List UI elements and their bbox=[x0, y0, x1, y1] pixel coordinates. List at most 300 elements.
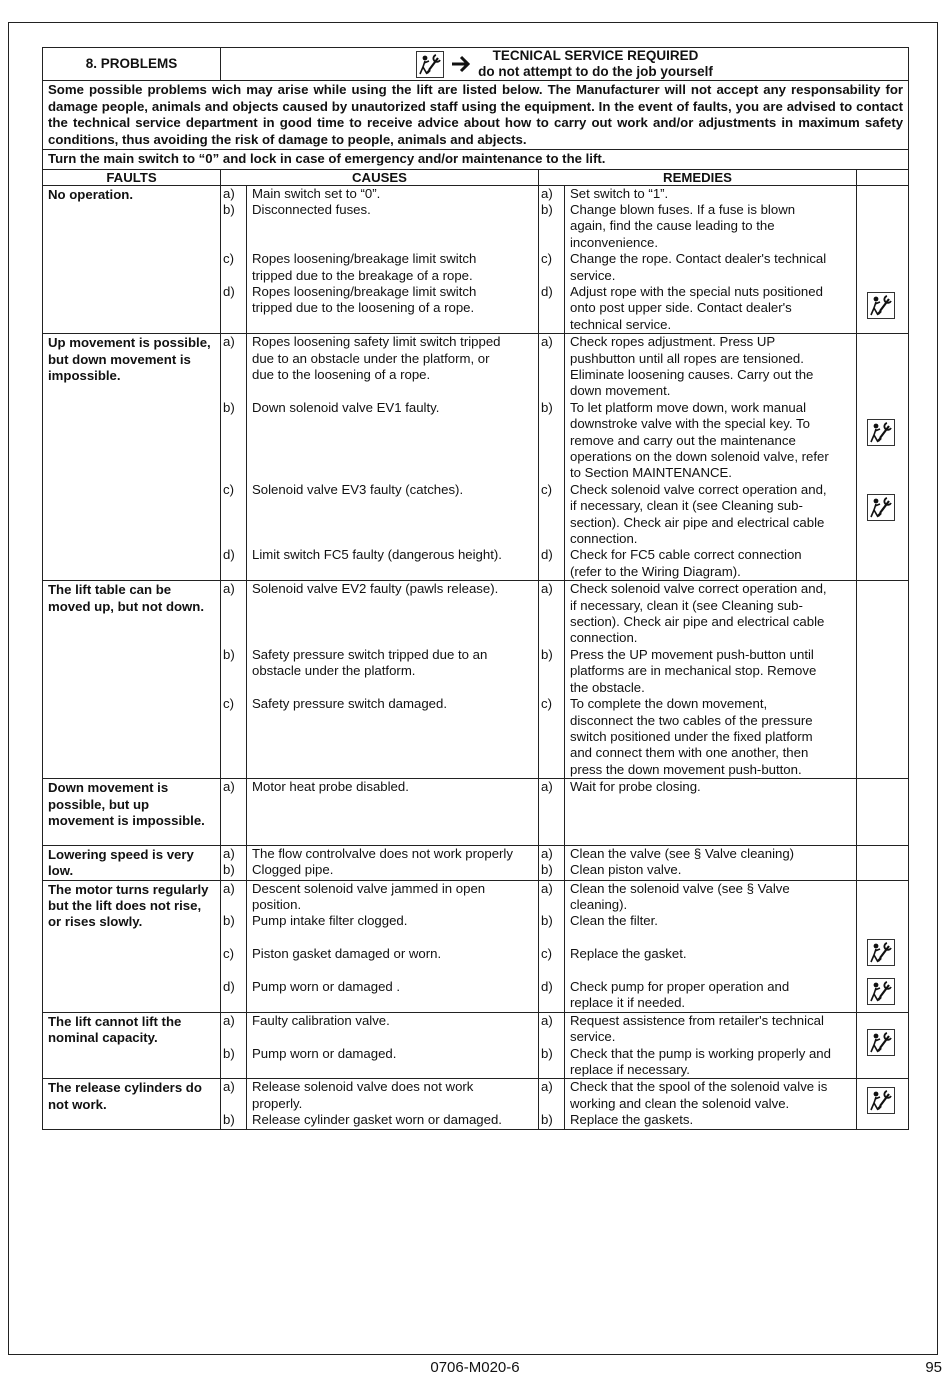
fault-row bbox=[43, 334, 909, 581]
cause-text-line: Faulty calibration valve. bbox=[252, 1012, 390, 1028]
cause-letters-line bbox=[223, 367, 244, 383]
cause-text-line bbox=[252, 680, 536, 696]
technician-wrench-icon bbox=[867, 978, 895, 1005]
remedy-letters-line bbox=[541, 930, 562, 946]
cause-letters-line bbox=[223, 614, 244, 630]
fault-row bbox=[43, 845, 909, 880]
fault-label: Down movement is possible, but up movement is impossible. bbox=[43, 779, 221, 846]
cause-text-line: tripped due to the loosening of a rope. bbox=[252, 300, 475, 316]
remedy-letters-line: a) bbox=[541, 779, 553, 795]
cause-text-line: Safety pressure switch tripped due to an bbox=[252, 646, 488, 662]
remedy-text-line: Eliminate loosening causes. Carry out the bbox=[570, 366, 814, 382]
remedy-text-line: Replace the gaskets. bbox=[570, 1112, 694, 1128]
cause-text bbox=[247, 1079, 539, 1129]
remedy-letters-line bbox=[541, 963, 562, 979]
remedy-text-line: the obstacle. bbox=[570, 679, 645, 695]
remedy-text-line: Check solenoid valve correct operation and, bbox=[570, 481, 827, 497]
remedy-letters-line: a) bbox=[541, 581, 553, 597]
remedy-text-line: again, find the cause leading to the bbox=[570, 218, 775, 234]
problems-table bbox=[42, 47, 909, 1130]
cause-text-line: position. bbox=[252, 896, 302, 912]
cause-text-line bbox=[252, 383, 536, 399]
cause-letters-line: b) bbox=[223, 646, 235, 662]
service-icon-cell bbox=[857, 845, 909, 880]
cause-letters-line: a) bbox=[223, 1012, 235, 1028]
remedy-letters-line bbox=[541, 828, 562, 844]
cause-text-line bbox=[252, 614, 536, 630]
cause-text bbox=[247, 334, 539, 581]
cause-letters-line bbox=[223, 828, 244, 844]
remedy-text-line: technical service. bbox=[570, 316, 672, 332]
remedy-text-line: if necessary, clean it (see Cleaning sub- bbox=[570, 498, 803, 514]
remedy-text bbox=[565, 880, 857, 1012]
remedy-text-line: section). Check air pipe and electrical cable bbox=[570, 614, 825, 630]
remedy-letters-line bbox=[541, 762, 562, 778]
technician-wrench-icon bbox=[867, 939, 895, 966]
remedy-letters-line bbox=[541, 630, 562, 646]
cause-letters-line bbox=[223, 351, 244, 367]
remedy-text-line: Set switch to “1”. bbox=[570, 185, 669, 201]
technician-wrench-icon bbox=[416, 51, 444, 78]
remedy-letters bbox=[539, 334, 565, 581]
remedy-text-line bbox=[570, 796, 854, 812]
column-header-faults: FAULTS bbox=[43, 169, 221, 185]
remedy-text-line: Check solenoid valve correct operation and, bbox=[570, 581, 827, 597]
cause-text-line bbox=[252, 598, 536, 614]
remedy-text bbox=[565, 1012, 857, 1079]
cause-text-line: Limit switch FC5 faulty (dangerous height). bbox=[252, 547, 502, 563]
cause-letters-line bbox=[223, 995, 244, 1011]
remedy-text bbox=[565, 845, 857, 880]
fault-label: Lowering speed is very low. bbox=[43, 845, 221, 880]
cause-letters-line bbox=[223, 433, 244, 449]
remedy-letters-line: b) bbox=[541, 1045, 553, 1061]
fault-label: The release cylinders do not work. bbox=[43, 1079, 221, 1129]
cause-text-line bbox=[252, 465, 536, 481]
remedy-letters-line bbox=[541, 498, 562, 514]
page-number: 95 bbox=[925, 1359, 942, 1376]
remedy-letters-line bbox=[541, 383, 562, 399]
service-icon-cell bbox=[857, 880, 909, 1012]
cause-letters-line bbox=[223, 712, 244, 728]
cause-letters-line bbox=[223, 1096, 244, 1112]
cause-letters-line bbox=[223, 465, 244, 481]
cause-letters-line bbox=[223, 383, 244, 399]
remedy-text-line: inconvenience. bbox=[570, 234, 658, 250]
remedy-letters-line bbox=[541, 1029, 562, 1045]
cause-text-line: properly. bbox=[252, 1095, 303, 1111]
remedy-text bbox=[565, 185, 857, 334]
cause-letters-line: a) bbox=[223, 185, 235, 201]
remedy-letters-line: c) bbox=[541, 946, 552, 962]
service-icon-cell bbox=[857, 1012, 909, 1079]
fault-label: The motor turns regularly but the lift does not rise, or rises slowly. bbox=[43, 880, 221, 1012]
remedy-letters-line: b) bbox=[541, 399, 553, 415]
remedy-letters-line bbox=[541, 564, 562, 580]
cause-letters-line: b) bbox=[223, 1112, 235, 1128]
remedy-text-line: connection. bbox=[570, 630, 638, 646]
cause-text-line bbox=[252, 564, 536, 580]
remedy-text-line: down movement. bbox=[570, 383, 671, 399]
remedy-letters-line bbox=[541, 614, 562, 630]
cause-letters-line bbox=[223, 531, 244, 547]
section-title: 8. PROBLEMS bbox=[43, 48, 221, 81]
remedy-text-line: press the down movement push-button. bbox=[570, 761, 802, 777]
remedy-letters bbox=[539, 845, 565, 880]
cause-letters-line bbox=[223, 796, 244, 812]
fault-label: The lift cannot lift the nominal capacity. bbox=[43, 1012, 221, 1079]
service-required-header bbox=[221, 48, 909, 81]
column-header-icons bbox=[857, 169, 909, 185]
cause-letters-line: b) bbox=[223, 862, 235, 878]
technician-wrench-icon bbox=[867, 1087, 895, 1114]
arrow-right-icon bbox=[450, 54, 472, 74]
cause-letters-line: a) bbox=[223, 779, 235, 795]
cause-text-line bbox=[252, 515, 536, 531]
cause-text-line: Pump worn or damaged. bbox=[252, 1045, 397, 1061]
cause-letters-line: b) bbox=[223, 913, 235, 929]
remedy-letters bbox=[539, 185, 565, 334]
technician-wrench-icon bbox=[867, 419, 895, 446]
column-header-causes: CAUSES bbox=[221, 169, 539, 185]
cause-text-line: Clogged pipe. bbox=[252, 862, 334, 878]
cause-text-line: Main switch set to “0”. bbox=[252, 185, 381, 201]
cause-letters-line: d) bbox=[223, 978, 235, 994]
remedy-text-line: service. bbox=[570, 1029, 616, 1045]
remedy-text-line: Clean the filter. bbox=[570, 913, 658, 929]
remedy-letters-line: c) bbox=[541, 481, 552, 497]
remedy-letters-line bbox=[541, 1062, 562, 1078]
remedy-letters-line bbox=[541, 663, 562, 679]
remedy-text-line: Replace the gasket. bbox=[570, 946, 687, 962]
cause-text-line bbox=[252, 531, 536, 547]
remedy-text-line: Wait for probe closing. bbox=[570, 779, 701, 795]
remedy-letters-line bbox=[541, 598, 562, 614]
remedy-letters-line bbox=[541, 745, 562, 761]
remedy-text-line: cleaning). bbox=[570, 896, 628, 912]
service-icon-cell bbox=[857, 185, 909, 334]
cause-letters-line bbox=[223, 449, 244, 465]
remedy-text-line: operations on the down solenoid valve, refer bbox=[570, 449, 829, 464]
fault-row bbox=[43, 779, 909, 846]
cause-letters-line bbox=[223, 1062, 244, 1078]
remedy-letters-line bbox=[541, 812, 562, 828]
cause-letters-line: b) bbox=[223, 399, 235, 415]
remedy-text-line: Change blown fuses. If a fuse is blown bbox=[570, 201, 796, 217]
remedy-text-line: Check for FC5 cable correct connection bbox=[570, 547, 802, 563]
remedy-text-line: Press the UP movement push-button until bbox=[570, 646, 814, 662]
cause-text-line bbox=[252, 498, 536, 514]
remedy-letters-line: b) bbox=[541, 1112, 553, 1128]
fault-label: Up movement is possible, but down movement is impossible. bbox=[43, 334, 221, 581]
remedy-letters-line bbox=[541, 416, 562, 432]
cause-letters-line: a) bbox=[223, 1079, 235, 1095]
remedy-text-line: switch positioned under the fixed platform bbox=[570, 728, 813, 744]
remedy-letters-line: d) bbox=[541, 283, 553, 299]
cause-letters-line bbox=[223, 762, 244, 778]
cause-text-line: Ropes loosening safety limit switch tripped bbox=[252, 334, 501, 350]
cause-text-line: tripped due to the breakage of a rope. bbox=[252, 267, 473, 283]
remedy-text-line: Check ropes adjustment. Press UP bbox=[570, 334, 776, 350]
fault-row bbox=[43, 1012, 909, 1079]
cause-letters-line bbox=[223, 663, 244, 679]
cause-text-line: The flow controlvalve does not work properly bbox=[252, 845, 513, 861]
cause-text-line: due to an obstacle under the platform, or bbox=[252, 350, 490, 366]
cause-letters bbox=[221, 1012, 247, 1079]
cause-text bbox=[247, 185, 539, 334]
cause-letters-line bbox=[223, 930, 244, 946]
remedy-text-line: Adjust rope with the special nuts positioned bbox=[570, 283, 823, 299]
remedy-text-line bbox=[570, 828, 854, 844]
remedy-letters-line: a) bbox=[541, 845, 553, 861]
cause-text-line bbox=[252, 995, 536, 1011]
cause-text-line bbox=[252, 416, 536, 432]
document-code: 0706-M020-6 bbox=[430, 1359, 520, 1376]
remedy-text bbox=[565, 779, 857, 846]
remedy-text-line: and connect them with one another, then bbox=[570, 745, 809, 761]
cause-letters-line: c) bbox=[223, 696, 234, 712]
cause-letters-line: a) bbox=[223, 880, 235, 896]
cause-letters-line bbox=[223, 416, 244, 432]
intro-paragraph: Some possible problems wich may arise while using the lift are listed below. The Manufacturer will not accept any responsability for damage people, animals and objects caused by unautorized staff using the equipment. In the event of faults, you are advised to contact the technical service department in good time to receive advice about how to carry out work and/or adjustments in maximum safety conditions, thus avoiding the risk of damage to people, animals and abjects. bbox=[43, 81, 909, 150]
cause-text-line: Pump intake filter clogged. bbox=[252, 913, 408, 929]
remedy-letters bbox=[539, 1012, 565, 1079]
cause-letters-line bbox=[223, 1029, 244, 1045]
cause-text-line bbox=[252, 930, 536, 946]
remedy-text-line: replace it if needed. bbox=[570, 995, 686, 1011]
cause-text-line: obstacle under the platform. bbox=[252, 663, 416, 679]
remedy-text bbox=[565, 1079, 857, 1129]
remedy-letters-line: b) bbox=[541, 862, 553, 878]
cause-letters-line: d) bbox=[223, 547, 235, 563]
cause-text-line: Motor heat probe disabled. bbox=[252, 779, 409, 795]
remedy-letters-line bbox=[541, 796, 562, 812]
cause-letters-line: c) bbox=[223, 481, 234, 497]
remedy-letters-line bbox=[541, 897, 562, 913]
remedy-text-line: onto post upper side. Contact dealer's bbox=[570, 300, 792, 316]
cause-text bbox=[247, 880, 539, 1012]
cause-letters-line bbox=[223, 745, 244, 761]
cause-letters-line bbox=[223, 268, 244, 284]
remedy-letters-line bbox=[541, 235, 562, 251]
remedy-letters bbox=[539, 581, 565, 779]
cause-text-line: Ropes loosening/breakage limit switch bbox=[252, 283, 477, 299]
cause-text-line: Safety pressure switch damaged. bbox=[252, 696, 447, 712]
cause-text-line: Disconnected fuses. bbox=[252, 201, 371, 217]
remedy-text bbox=[565, 334, 857, 581]
cause-text-line: due to the loosening of a rope. bbox=[252, 366, 431, 382]
cause-letters bbox=[221, 581, 247, 779]
technician-wrench-icon bbox=[867, 292, 895, 319]
remedy-letters-line bbox=[541, 367, 562, 383]
remedy-letters-line bbox=[541, 449, 562, 465]
cause-letters bbox=[221, 845, 247, 880]
service-icon-cell bbox=[857, 1079, 909, 1129]
remedy-text-line: service. bbox=[570, 267, 616, 283]
cause-text-line bbox=[252, 729, 536, 745]
remedy-letters-line bbox=[541, 300, 562, 316]
remedy-text-line: To complete the down movement, bbox=[570, 696, 768, 712]
cause-text-line bbox=[252, 796, 536, 812]
cause-text-line: Down solenoid valve EV1 faulty. bbox=[252, 399, 440, 415]
remedy-text-line: platforms are in mechanical stop. Remove bbox=[570, 663, 817, 679]
fault-label: The lift table can be moved up, but not down. bbox=[43, 581, 221, 779]
remedy-letters-line bbox=[541, 680, 562, 696]
remedy-letters-line: c) bbox=[541, 251, 552, 267]
cause-letters-line: a) bbox=[223, 581, 235, 597]
cause-letters-line bbox=[223, 897, 244, 913]
remedy-letters bbox=[539, 779, 565, 846]
remedy-letters-line: a) bbox=[541, 334, 553, 350]
remedy-letters-line bbox=[541, 317, 562, 333]
remedy-letters-line bbox=[541, 218, 562, 234]
cause-letters-line: d) bbox=[223, 283, 235, 299]
problems-table-wrap bbox=[42, 47, 908, 1130]
remedy-text-line: Request assistence from retailer's technical bbox=[570, 1012, 824, 1028]
remedy-text-line: disconnect the two cables of the pressure bbox=[570, 712, 813, 728]
column-header-remedies: REMEDIES bbox=[539, 169, 857, 185]
cause-text-line: Piston gasket damaged or worn. bbox=[252, 946, 442, 962]
remedy-letters-line bbox=[541, 531, 562, 547]
cause-letters-line bbox=[223, 812, 244, 828]
technician-wrench-icon bbox=[867, 494, 895, 521]
remedy-letters bbox=[539, 1079, 565, 1129]
remedy-letters-line bbox=[541, 729, 562, 745]
cause-text-line bbox=[252, 963, 536, 979]
cause-text-line: Solenoid valve EV2 faulty (pawls release). bbox=[252, 581, 499, 597]
remedy-letters-line: b) bbox=[541, 201, 553, 217]
cause-letters bbox=[221, 185, 247, 334]
cause-text-line bbox=[252, 630, 536, 646]
remedy-text-line: Change the rope. Contact dealer's technical bbox=[570, 251, 827, 267]
cause-text-line: Release cylinder gasket worn or damaged. bbox=[252, 1112, 502, 1128]
cause-text bbox=[247, 581, 539, 779]
cause-text-line: Solenoid valve EV3 faulty (catches). bbox=[252, 481, 464, 497]
remedy-text-line: (refer to the Wiring Diagram). bbox=[570, 563, 741, 579]
cause-text-line bbox=[252, 1062, 536, 1078]
cause-letters-line: a) bbox=[223, 334, 235, 350]
remedy-letters-line: b) bbox=[541, 913, 553, 929]
cause-letters-line: b) bbox=[223, 201, 235, 217]
remedy-text-line bbox=[570, 930, 854, 946]
remedy-text-line: Clean the solenoid valve (see § Valve bbox=[570, 880, 790, 896]
cause-letters-line: a) bbox=[223, 845, 235, 861]
remedy-text-line: replace if necessary. bbox=[570, 1061, 690, 1077]
cause-text-line bbox=[252, 812, 536, 828]
fault-row bbox=[43, 581, 909, 779]
remedy-letters-line bbox=[541, 433, 562, 449]
service-icon-cell bbox=[857, 581, 909, 779]
remedy-letters-line bbox=[541, 515, 562, 531]
remedy-text-line: To let platform move down, work manual bbox=[570, 399, 807, 415]
remedy-letters-line: d) bbox=[541, 978, 553, 994]
remedy-text-line: Clean piston valve. bbox=[570, 862, 682, 878]
remedy-text-line: Check that the pump is working properly and bbox=[570, 1045, 831, 1061]
cause-text bbox=[247, 779, 539, 846]
cause-letters-line bbox=[223, 515, 244, 531]
remedy-letters-line bbox=[541, 995, 562, 1011]
service-icon-cell bbox=[857, 779, 909, 846]
remedy-text-line: if necessary, clean it (see Cleaning sub- bbox=[570, 597, 803, 613]
remedy-letters-line: d) bbox=[541, 547, 553, 563]
cause-letters-line bbox=[223, 963, 244, 979]
remedy-text-line: to Section MAINTENANCE. bbox=[570, 465, 732, 481]
remedy-letters-line: a) bbox=[541, 1012, 553, 1028]
cause-letters bbox=[221, 880, 247, 1012]
cause-letters-line: c) bbox=[223, 946, 234, 962]
cause-letters-line bbox=[223, 680, 244, 696]
cause-letters-line bbox=[223, 235, 244, 251]
cause-text-line bbox=[252, 712, 536, 728]
remedy-letters-line: a) bbox=[541, 880, 553, 896]
remedy-text bbox=[565, 581, 857, 779]
cause-text bbox=[247, 1012, 539, 1079]
remedy-text-line bbox=[570, 812, 854, 828]
cause-text-line: Ropes loosening/breakage limit switch bbox=[252, 251, 477, 267]
cause-letters-line bbox=[223, 564, 244, 580]
cause-letters-line bbox=[223, 218, 244, 234]
cause-text-line bbox=[252, 762, 536, 778]
cause-letters bbox=[221, 779, 247, 846]
cause-text-line bbox=[252, 745, 536, 761]
cause-text-line: Pump worn or damaged . bbox=[252, 978, 401, 994]
cause-text-line bbox=[252, 433, 536, 449]
remedy-text-line bbox=[570, 963, 854, 979]
remedy-text-line: working and clean the solenoid valve. bbox=[570, 1095, 790, 1111]
remedy-letters-line bbox=[541, 712, 562, 728]
cause-text-line bbox=[252, 1029, 536, 1045]
remedy-text-line: pushbutton until all ropes are tensioned. bbox=[570, 350, 804, 366]
cause-letters bbox=[221, 334, 247, 581]
service-required-title: TECNICAL SERVICE REQUIRED bbox=[492, 48, 699, 63]
cause-letters-line bbox=[223, 729, 244, 745]
cause-text-line bbox=[252, 235, 536, 251]
remedy-letters-line: c) bbox=[541, 696, 552, 712]
remedy-text-line: Check pump for proper operation and bbox=[570, 978, 790, 994]
fault-label: No operation. bbox=[43, 185, 221, 334]
remedy-letters-line bbox=[541, 1096, 562, 1112]
cause-letters-line: c) bbox=[223, 251, 234, 267]
service-required-note: do not attempt to do the job yourself bbox=[478, 64, 713, 79]
cause-letters-line bbox=[223, 300, 244, 316]
remedy-text-line: remove and carry out the maintenance bbox=[570, 432, 796, 448]
remedy-text-line: downstroke valve with the special key. To bbox=[570, 416, 810, 432]
problems-rows bbox=[43, 185, 909, 1129]
cause-text-line: Descent solenoid valve jammed in open bbox=[252, 880, 486, 896]
service-icon-cell bbox=[857, 334, 909, 581]
remedy-text-line: connection. bbox=[570, 531, 638, 547]
remedy-letters-line bbox=[541, 351, 562, 367]
remedy-text-line: Clean the valve (see § Valve cleaning) bbox=[570, 845, 795, 861]
remedy-letters-line: a) bbox=[541, 185, 553, 201]
remedy-letters-line bbox=[541, 268, 562, 284]
remedy-letters-line: b) bbox=[541, 646, 553, 662]
cause-text bbox=[247, 845, 539, 880]
cause-text-line bbox=[252, 828, 536, 844]
cause-text-line bbox=[252, 218, 536, 234]
cause-letters-line: b) bbox=[223, 1045, 235, 1061]
remedy-letters-line bbox=[541, 465, 562, 481]
remedy-letters-line: a) bbox=[541, 1079, 553, 1095]
technician-wrench-icon bbox=[867, 1029, 895, 1056]
remedy-letters bbox=[539, 880, 565, 1012]
cause-letters-line bbox=[223, 630, 244, 646]
fault-row bbox=[43, 1079, 909, 1129]
fault-row bbox=[43, 185, 909, 334]
remedy-text-line: Check that the spool of the solenoid valve is bbox=[570, 1079, 828, 1095]
cause-letters-line bbox=[223, 498, 244, 514]
cause-text-line: Release solenoid valve does not work bbox=[252, 1079, 474, 1095]
